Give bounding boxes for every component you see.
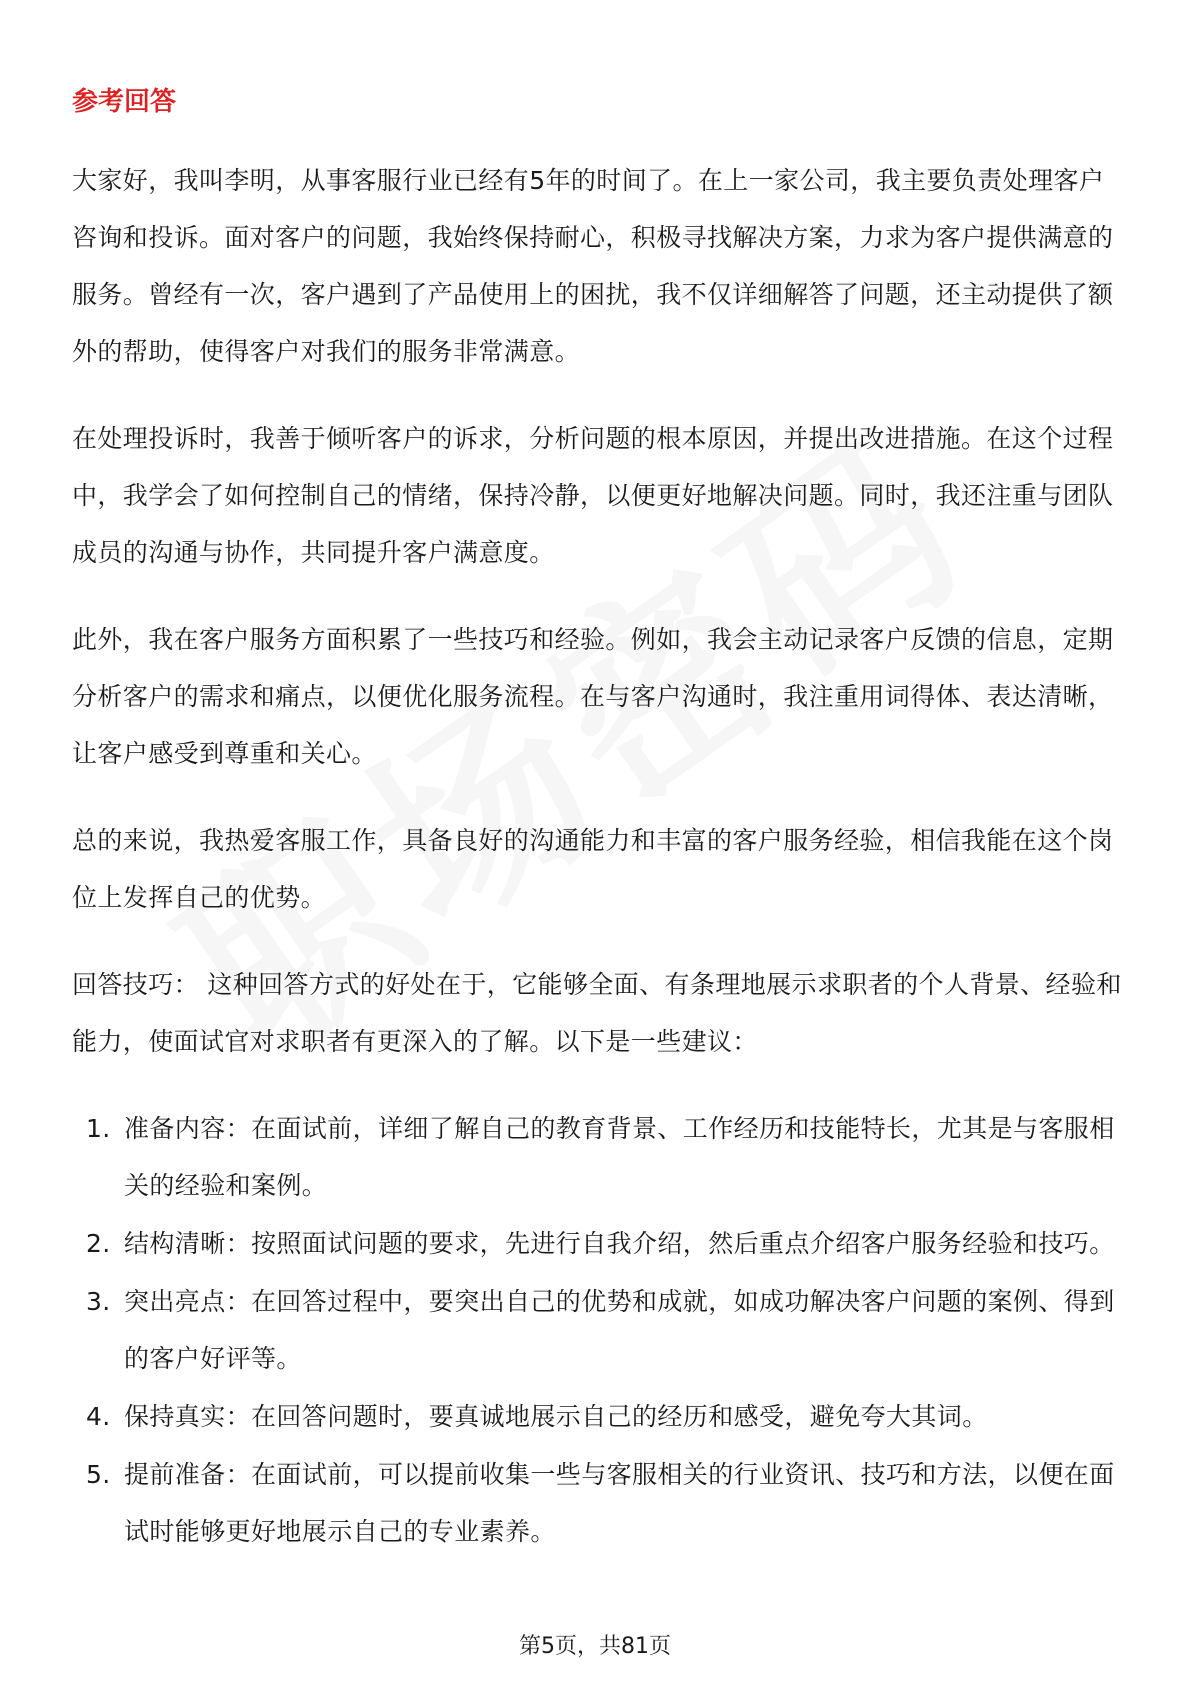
list-text: 保持真实：在回答问题时，要真诚地展示自己的经历和感受，避免夸大其词。 bbox=[124, 1402, 988, 1431]
section-heading: 参考回答 bbox=[72, 87, 177, 117]
list-item bbox=[72, 1388, 1122, 1445]
list-text: 突出亮点：在回答过程中，要突出自己的优势和成就，如成功解决客户问题的案例、得到的客户好评等。 bbox=[124, 1287, 1115, 1373]
list-text: 提前准备：在面试前，可以提前收集一些与客服相关的行业资讯、技巧和方法，以便在面试时能够更好地展示自己的专业素养。 bbox=[124, 1460, 1115, 1546]
list-text: 结构清晰：按照面试问题的要求，先进行自我介绍，然后重点介绍客户服务经验和技巧。 bbox=[124, 1229, 1115, 1258]
list-item bbox=[72, 1446, 1122, 1560]
list-text: 准备内容：在面试前，详细了解自己的教育背景、工作经历和技能特长，尤其是与客服相关的经验和案例。 bbox=[124, 1114, 1115, 1200]
tips-list bbox=[72, 1100, 1122, 1560]
list-item bbox=[72, 1100, 1122, 1214]
paragraph-skills: 此外，我在客户服务方面积累了一些技巧和经验。例如，我会主动记录客户反馈的信息，定期分析客户的需求和痛点，以便优化服务流程。在与客户沟通时，我注重用词得体、表达清晰，让客户感受到尊重和关心。 bbox=[72, 625, 1114, 768]
paragraph-tips-intro: 回答技巧： 这种回答方式的好处在于，它能够全面、有条理地展示求职者的个人背景、经验和能力，使面试官对求职者有更深入的了解。以下是一些建议： bbox=[72, 970, 1122, 1056]
list-number: 3. bbox=[86, 1287, 111, 1316]
paragraph-complaints: 在处理投诉时，我善于倾听客户的诉求，分析问题的根本原因，并提出改进措施。在这个过程中，我学会了如何控制自己的情绪，保持冷静，以便更好地解决问题。同时，我还注重与团队成员的沟通与协作，共同提升客户满意度。 bbox=[72, 424, 1114, 567]
list-number: 1. bbox=[86, 1114, 111, 1143]
list-item bbox=[72, 1215, 1122, 1272]
list-item bbox=[72, 1273, 1122, 1387]
list-number: 4. bbox=[86, 1402, 111, 1431]
list-number: 5. bbox=[86, 1460, 111, 1489]
paragraph-summary: 总的来说，我热爱客服工作，具备良好的沟通能力和丰富的客户服务经验，相信我能在这个岗位上发挥自己的优势。 bbox=[72, 826, 1114, 912]
paragraph-intro: 大家好，我叫李明，从事客服行业已经有5年的时间了。在上一家公司，我主要负责处理客户咨询和投诉。面对客户的问题，我始终保持耐心，积极寻找解决方案，力求为客户提供满意的服务。曾经有一次，客户遇到了产品使用上的困扰，我不仅详细解答了问题，还主动提供了额外的帮助，使得客户对我们的服务非常满意。 bbox=[72, 166, 1114, 366]
document-content bbox=[72, 84, 1122, 1561]
list-number: 2. bbox=[86, 1229, 111, 1258]
page-number: 第5页，共81页 bbox=[519, 1634, 671, 1659]
